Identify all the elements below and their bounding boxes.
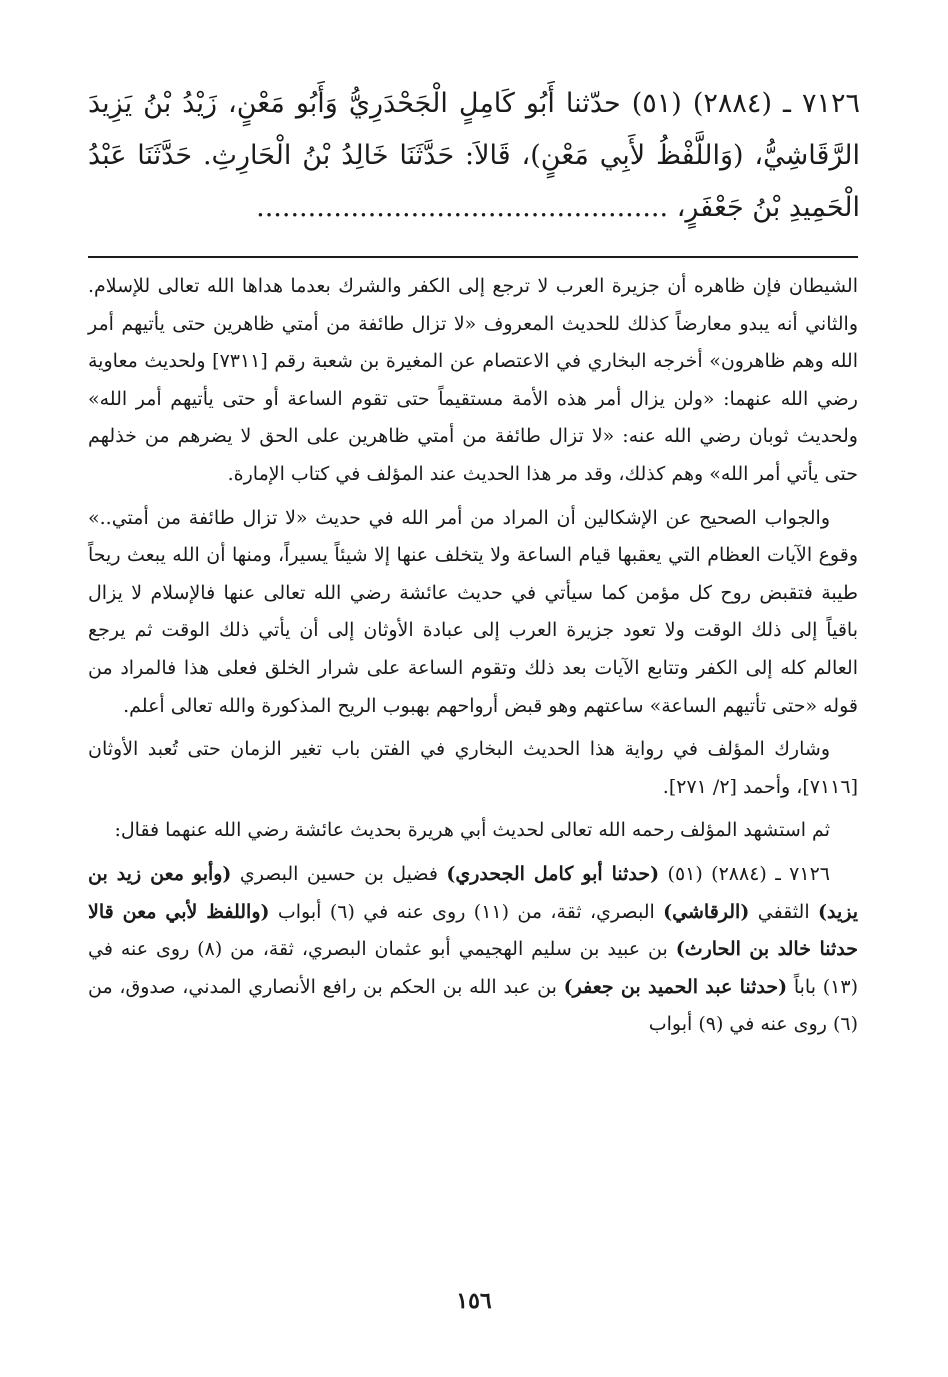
bio-narrator-1: (حدثنا أبو كامل الجحدري)	[446, 862, 660, 885]
commentary-paragraph-3: وشارك المؤلف في رواية هذا الحديث البخاري في الفتن باب تغير الزمان حتى تُعبد الأوثان [٧١١٦]، وأحمد [٢/ ٢٧١].	[88, 738, 858, 798]
narrator-biography	[88, 856, 858, 1044]
bio-text-2: الثقفي	[757, 900, 810, 923]
commentary-paragraph-4: ثم استشهد المؤلف رحمه الله تعالى لحديث أبي هريرة بحديث عائشة رضي الله عنهما فقال:	[114, 819, 830, 842]
footnote-divider	[88, 256, 858, 258]
hadith-text: ٧١٢٦ ـ (٢٨٨٤) (٥١) حدّثنا أَبُو كَامِلٍ الْجَحْدَرِيُّ وَأَبُو مَعْنٍ، زَيْدُ بْنُ يَزِيدَ الرَّقَاشِيُّ، (وَاللَّفْظُ لأَبِي مَعْنٍ)، قَالاَ: حَدَّثَنَا خَالِدُ بْنُ الْحَارِثِ. حَدَّثَنَا عَبْدُ الْحَمِيدِ بْنُ جَعْفَرٍ،	[88, 88, 860, 223]
commentary-paragraph-2: والجواب الصحيح عن الإشكالين أن المراد من أمر الله في حديث «لا تزال طائفة من أمتي..» وقوع الآيات العظام التي يعقبها قيام الساعة ولا يتخلف عنها إلا شيئاً يسيراً، ومنها أن الله يبعث ريحاً طيبة فتقبض روح كل مؤمن كما سيأتي في حديث عائشة رضي الله تعالى عنها فالإسلام لا يزال باقياً إلى ذلك الوقت ولا تعود جزيرة العرب إلى عبادة الأوثان إلى أن يأتي ذلك الوقت ثم يرجع العالم كله إلى الكفر وتتابع الآيات بعد ذلك وتقوم الساعة على شرار الخلق فعلى هذا فالمراد من قوله «حتى تأتيهم الساعة» ساعتهم وهو قبض أرواحهم بهبوب الريح المذكورة والله تعالى أعلم.	[88, 506, 858, 717]
commentary-paragraph-1: الشيطان فإن ظاهره أن جزيرة العرب لا ترجع إلى الكفر والشرك بعدما هداها الله تعالى للإسلام. والثاني أنه يبدو معارضاً كذلك للحديث المعروف «لا تزال طائفة من أمتي ظاهرين حتى يأتيهم أمر الله وهم ظاهرون» أخرجه البخاري في الاعتصام عن المغيرة بن شعبة رقم [٧٣١١] ولحديث معاوية رضي الله عنهما: «ولن يزال أمر هذه الأمة مستقيماً حتى تقوم الساعة أو حتى يأتيهم أمر الله» ولحديث ثوبان رضي الله عنه: «لا تزال طائفة من أمتي ظاهرين على الحق لا يضرهم من خذلهم حتى يأتي أمر الله» وهم كذلك، وقد مر هذا الحديث عند المؤلف في كتاب الإمارة.	[88, 275, 858, 485]
bio-narrator-2: (وأبو معن زيد بن يزيد)	[88, 862, 859, 923]
bio-text-1: فضيل بن حسين البصري	[239, 862, 438, 885]
bio-narrator-4: (واللفظ لأبي معن قالا حدثنا خالد بن الحارث)	[88, 900, 858, 961]
bio-narrator-5: (حدثنا عبد الحميد بن جعفر)	[563, 975, 788, 998]
hadith-continuation-dots: ................................................	[256, 192, 669, 223]
bio-text-5: بن عبد الله بن الحكم بن رافع الأنصاري المدني، صدوق، من (٦) روى عنه في (٩) أبواب	[88, 975, 858, 1036]
bio-text-3: البصري، ثقة، من (١١) روى عنه في (٦) أبواب	[277, 900, 655, 923]
bio-narrator-3: (الرقاشي)	[663, 900, 750, 923]
page-number: ١٥٦	[456, 1288, 492, 1314]
hadith-text-block	[88, 78, 860, 234]
bio-text-4: بن عبيد بن سليم الهجيمي أبو عثمان البصري، ثقة، من (٨) روى عنه في (١٣) باباً	[88, 938, 858, 998]
commentary-block	[88, 268, 858, 1050]
bio-number: ٧١٢٦ ـ (٢٨٨٤) (٥١)	[667, 862, 830, 885]
